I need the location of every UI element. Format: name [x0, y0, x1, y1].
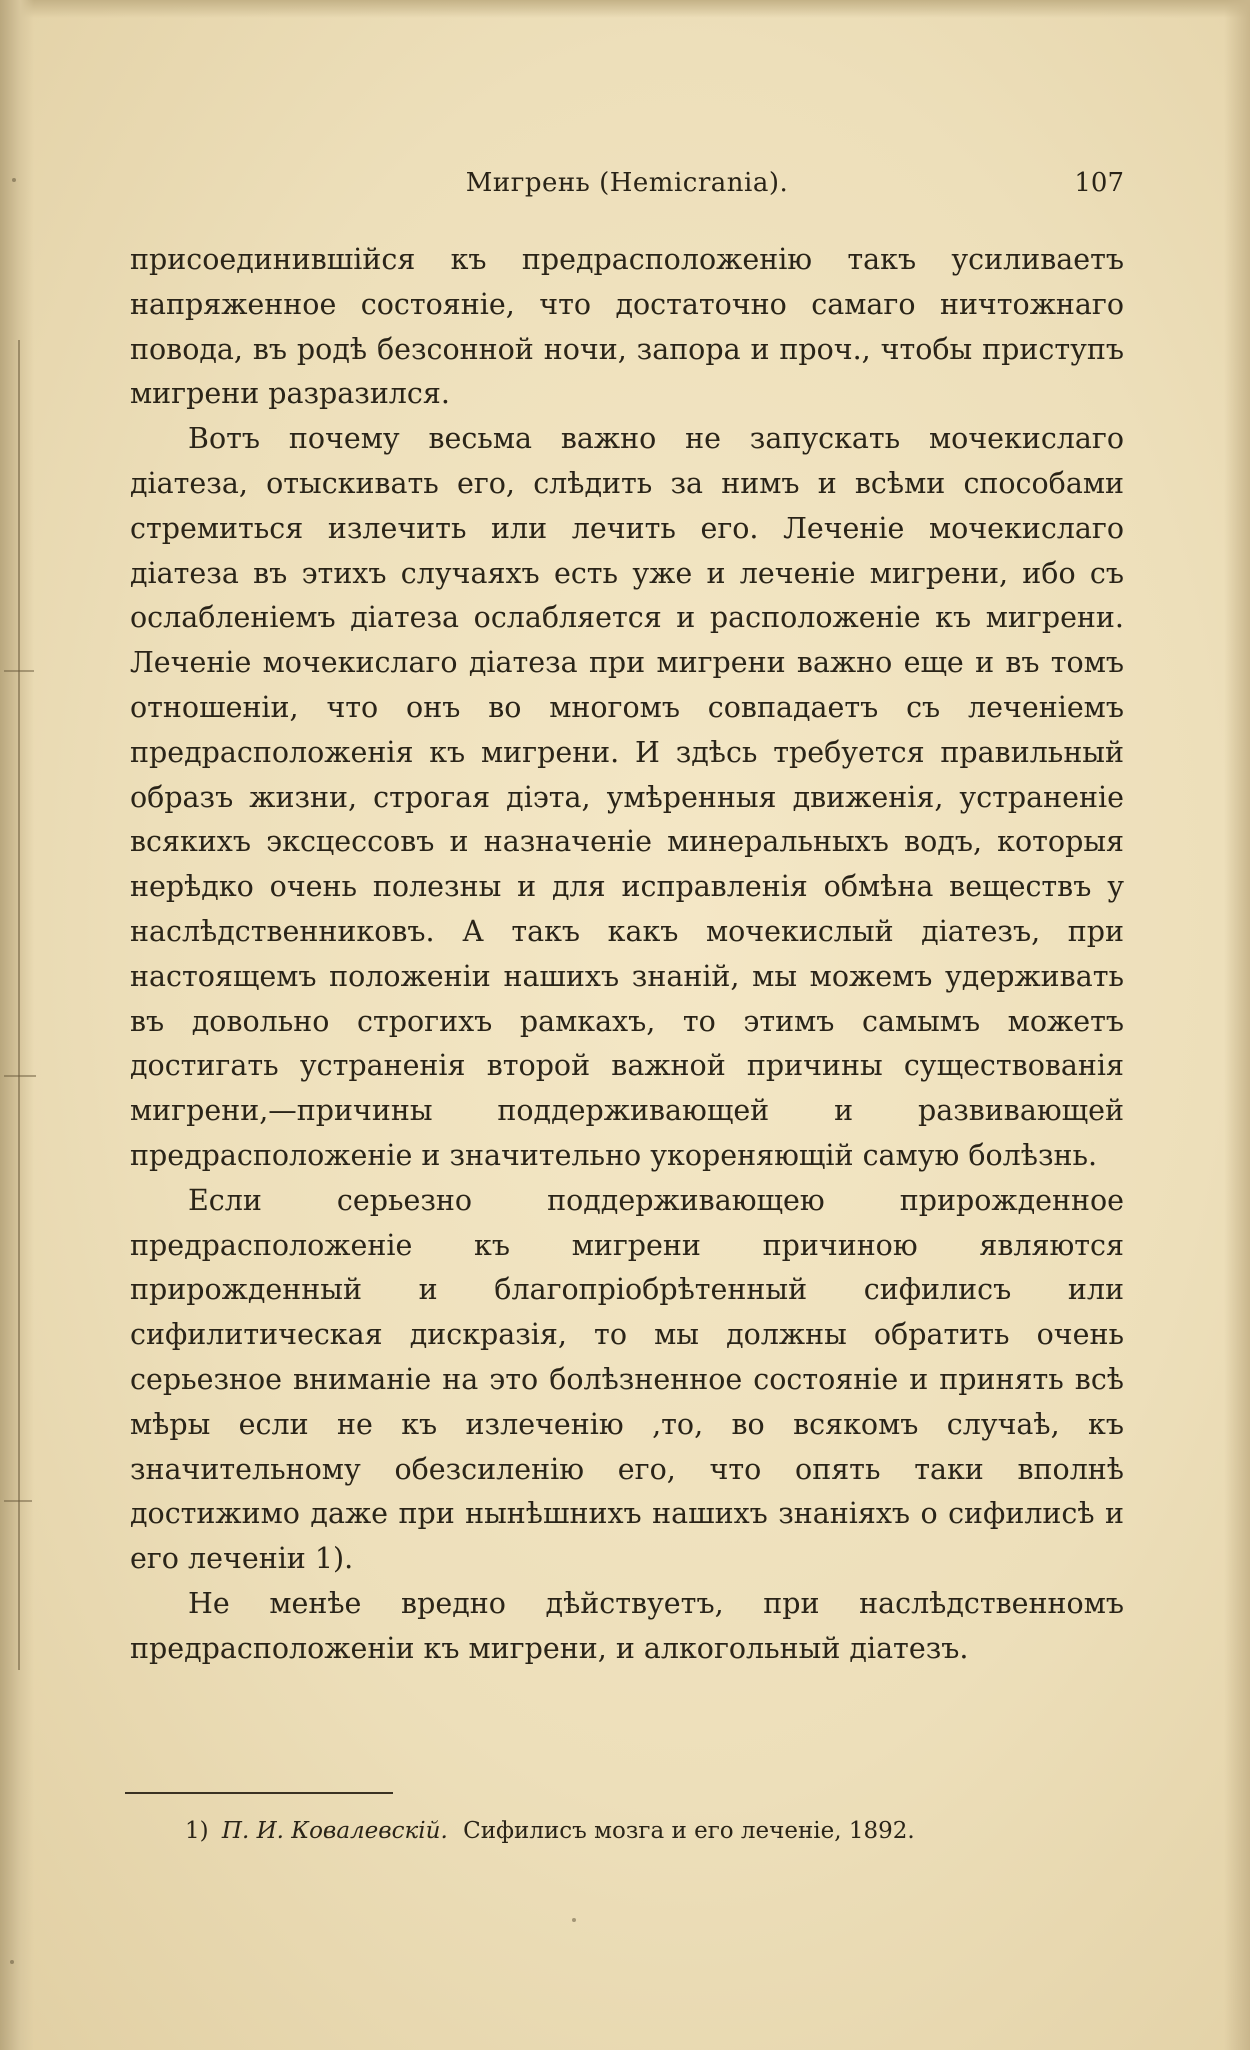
- body-text: [130, 238, 1124, 1672]
- paragraph-uric-acid-diathesis: Вотъ почему весьма важно не запускать мочекислаго діатеза, отыскивать его, слѣдить за нимъ и всѣми способами стремиться излечить или лечить его. Леченіе мочекислаго діатеза въ этихъ случаяхъ есть уже и леченіе мигрени, ибо съ ослабленіемъ діатеза ослабляется и расположеніе къ мигрени. Леченіе мочекислаго діатеза при мигрени важно еще и въ томъ отношеніи, что онъ во многомъ совпадаетъ съ леченіемъ предрасположенія къ мигрени. И здѣсь требуется правильный образъ жизни, строгая діэта, умѣренныя движенія, устраненіе всякихъ эксцессовъ и назначеніе минеральныхъ водъ, которыя нерѣдко очень полезны и для исправленія обмѣна веществъ у наслѣдственниковъ. А такъ какъ мочекислый діатезъ, при настоящемъ положеніи нашихъ знаній, мы можемъ удерживать въ довольно строгихъ рамкахъ, то этимъ самымъ можетъ достигать устраненія второй важной причины существованія мигрени,—причины поддерживающей и развивающей предрасположеніе и значительно укореняющій самую болѣзнь.: [130, 422, 1124, 1172]
- page-number: 107: [1074, 168, 1124, 198]
- page-left-binding-shadow: [0, 0, 34, 2050]
- page-right-edge-shadow: [1224, 0, 1250, 2050]
- margin-rule-line: [18, 340, 20, 1670]
- margin-tick-mark: [4, 670, 34, 672]
- margin-tick-mark: [4, 1075, 36, 1077]
- paragraph-continuation: присоединившійся къ предрасположенію такъ усиливаетъ напряженное состояніе, что достаточно самаго ничтожнаго повода, въ родѣ безсонной ночи, запора и проч., чтобы приступъ мигрени разразился.: [130, 243, 1124, 411]
- footnote-author: П. И. Ковалевскій.: [221, 1818, 448, 1844]
- running-title: Мигрень (Hemicrania).: [465, 168, 789, 198]
- footnote-text: Сифилисъ мозга и его леченіе, 1892.: [463, 1818, 915, 1844]
- page-top-shadow: [0, 0, 1250, 18]
- ink-speck: [12, 178, 16, 182]
- footnote-divider: [125, 1792, 393, 1794]
- paragraph-syphilis: Если серьезно поддерживающею прирожденное предрасположеніе къ мигрени причиною являются прирожденный и благопріобрѣтенный сифилисъ или сифилитическая дискразія, то мы должны обратить очень серьезное вниманіе на это болѣзненное состояніе и принять всѣ мѣры если не къ излеченію ,то, во всякомъ случаѣ, къ значительному обезсиленію его, что опять таки вполнѣ достижимо даже при нынѣшнихъ нашихъ знаніяхъ о сифилисѣ и его леченіи 1).: [130, 1183, 1124, 1576]
- margin-tick-mark: [4, 1500, 32, 1502]
- ink-speck: [572, 1918, 576, 1922]
- page-header: [130, 168, 1124, 208]
- footnote-marker: 1): [185, 1818, 209, 1844]
- footnote: [185, 1815, 1085, 1847]
- ink-speck: [10, 1960, 14, 1964]
- paragraph-alcoholic-diathesis: Не менѣе вредно дѣйствуетъ, при наслѣдственномъ предрасположеніи къ мигрени, и алкогольный діатезъ.: [130, 1586, 1124, 1665]
